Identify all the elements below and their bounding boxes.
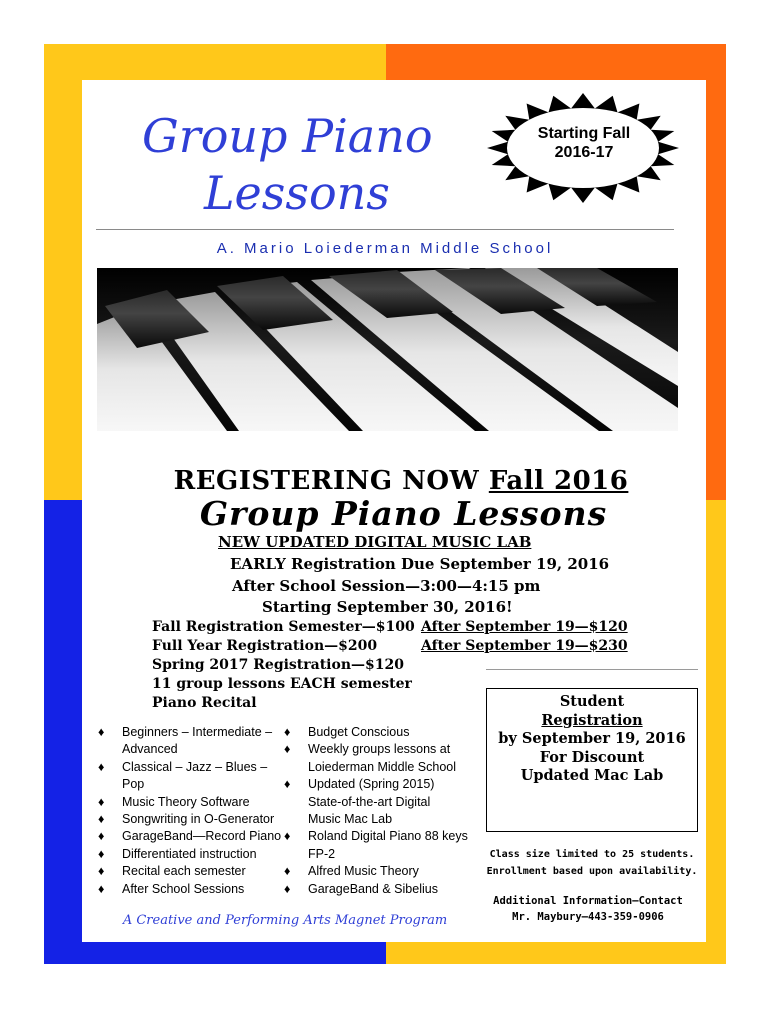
bullet-item xyxy=(96,846,286,863)
contact-line-1: Additional Information—Contact xyxy=(493,895,683,907)
bullet-item xyxy=(96,811,286,828)
bullet-text: Loiederman Middle School xyxy=(308,759,457,774)
student-line-2: Registration xyxy=(541,711,643,729)
bullet-text: Pop xyxy=(122,777,145,792)
bullet-text: Classical – Jazz – Blues – xyxy=(122,759,268,774)
fee-year-after: After September 19—$230 xyxy=(421,638,628,654)
badge-text xyxy=(508,124,660,162)
fee-fall: Fall Registration Semester—$100 xyxy=(152,619,415,635)
diamond-bullet-icon: ♦ xyxy=(284,881,291,896)
box-rule xyxy=(486,669,698,670)
fee-fall-after: After September 19—$120 xyxy=(421,619,628,635)
bullet-text: Weekly groups lessons at xyxy=(308,742,451,757)
bullet-text: After School Sessions xyxy=(122,881,245,896)
start-date: Starting September 30, 2016! xyxy=(262,598,513,616)
class-size-line-1: Class size limited to 25 students. xyxy=(489,849,695,860)
bullet-item xyxy=(96,863,286,880)
registering-prefix: REGISTERING NOW xyxy=(173,466,480,496)
bullet-item xyxy=(282,741,482,776)
bullet-text: FP-2 xyxy=(308,846,336,861)
diamond-bullet-icon: ♦ xyxy=(98,846,105,861)
title-line-1: Group Piano xyxy=(142,109,433,163)
bullet-item xyxy=(96,794,286,811)
bullet-item xyxy=(282,828,482,863)
badge-line-2: 2016-17 xyxy=(554,144,614,161)
bullet-text: Beginners – Intermediate – xyxy=(122,725,273,739)
header-rule xyxy=(96,229,674,230)
bullet-text: Music Mac Lab xyxy=(308,812,393,827)
bullet-item xyxy=(96,828,286,845)
piano-keys-image xyxy=(97,268,678,431)
bullet-item xyxy=(282,724,482,741)
student-registration-box xyxy=(486,688,698,832)
bullet-text: Songwriting in O-Generator xyxy=(122,812,275,827)
early-registration: EARLY Registration Due September 19, 2016 xyxy=(230,555,610,573)
student-line-4: For Discount xyxy=(539,748,645,766)
bullet-text: Music Theory Software xyxy=(122,794,250,809)
bullet-item xyxy=(282,776,482,828)
class-size-line-2: Enrollment based upon availability. xyxy=(486,866,698,877)
diamond-bullet-icon: ♦ xyxy=(284,725,291,739)
magnet-program: A Creative and Performing Arts Magnet Program xyxy=(122,913,448,928)
bullet-text: State-of-the-art Digital xyxy=(308,794,431,809)
student-line-3: by September 19, 2016 xyxy=(498,730,686,748)
registering-term: Fall 2016 xyxy=(488,466,629,496)
bullet-item xyxy=(96,724,286,759)
diamond-bullet-icon: ♦ xyxy=(284,742,291,757)
diamond-bullet-icon: ♦ xyxy=(98,725,105,739)
bullet-text: Differentiated instruction xyxy=(122,846,257,861)
fee-year: Full Year Registration—$200 xyxy=(152,638,378,654)
bullet-text: GarageBand & Sibelius xyxy=(308,881,438,896)
title-line-2: Lessons xyxy=(204,166,390,220)
bullet-text: Budget Conscious xyxy=(308,725,410,739)
session-time: After School Session—3:00—4:15 pm xyxy=(232,577,541,595)
fee-spring: Spring 2017 Registration—$120 xyxy=(152,657,404,673)
diamond-bullet-icon: ♦ xyxy=(98,864,105,879)
diamond-bullet-icon: ♦ xyxy=(98,812,105,827)
school-name: A. Mario Loiederman Middle School xyxy=(216,240,554,257)
badge-line-1: Starting Fall xyxy=(537,125,631,142)
bullet-text: GarageBand—Record Piano xyxy=(122,829,282,844)
class-size-note xyxy=(474,846,710,880)
lessons-count: 11 group lessons EACH semester xyxy=(152,676,412,692)
headline: Group Piano Lessons xyxy=(199,494,608,533)
contact-line-2: Mr. Maybury—443-359-0906 xyxy=(512,911,664,923)
diamond-bullet-icon: ♦ xyxy=(98,829,105,844)
student-line-5: Updated Mac Lab xyxy=(520,767,664,785)
bullet-text: Recital each semester xyxy=(122,864,246,879)
bullet-list-right xyxy=(282,724,482,898)
diamond-bullet-icon: ♦ xyxy=(98,881,105,896)
contact-info xyxy=(472,893,704,925)
bullet-list-left xyxy=(96,724,286,898)
diamond-bullet-icon: ♦ xyxy=(98,794,105,809)
student-line-1: Student xyxy=(559,693,625,710)
registering-heading xyxy=(96,466,706,496)
diamond-bullet-icon: ♦ xyxy=(284,864,291,879)
bullet-item xyxy=(96,759,286,794)
bullet-item xyxy=(282,863,482,880)
bullet-text: Updated (Spring 2015) xyxy=(308,777,435,792)
diamond-bullet-icon: ♦ xyxy=(284,829,291,844)
bullet-text: Advanced xyxy=(122,742,178,757)
diamond-bullet-icon: ♦ xyxy=(98,759,105,774)
piano-recital: Piano Recital xyxy=(152,695,257,711)
bullet-item xyxy=(282,881,482,898)
bullet-text: Roland Digital Piano 88 keys xyxy=(308,829,468,844)
flyer-title xyxy=(142,108,472,222)
bullet-item xyxy=(96,881,286,898)
diamond-bullet-icon: ♦ xyxy=(284,777,291,792)
lab-line: NEW UPDATED DIGITAL MUSIC LAB xyxy=(218,533,532,551)
bullet-text: Alfred Music Theory xyxy=(308,864,419,879)
